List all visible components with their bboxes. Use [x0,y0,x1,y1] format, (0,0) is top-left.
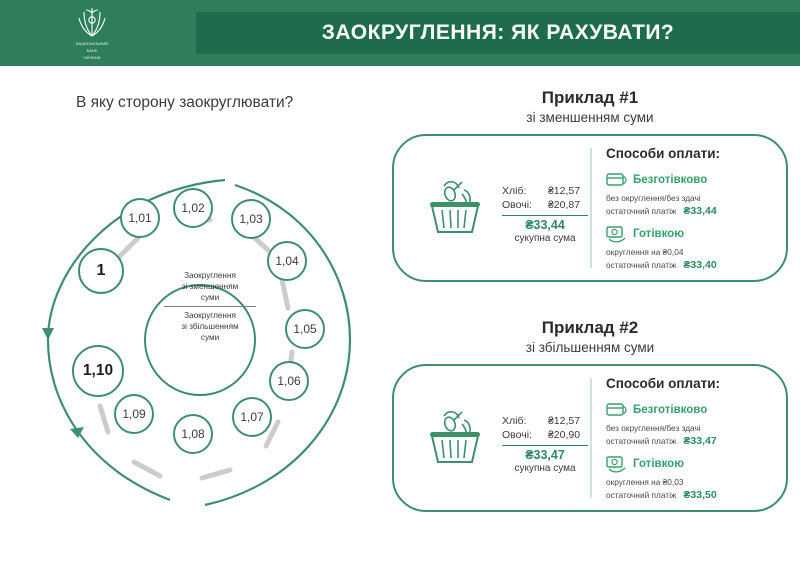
example-2-subtitle: зі збільшенням суми [525,340,655,355]
wheel-node-109[interactable]: 1,09 [114,394,154,434]
item-value: ₴12,57 [547,185,581,197]
wheel-node-103[interactable]: 1,03 [231,199,271,239]
method-final-value: ₴33,50 [683,489,717,502]
method-final-value: ₴33,40 [683,259,717,272]
example-2-total: ₴33,47 [502,445,588,462]
center-line-5: зі збільшенням [181,322,239,332]
center-line-2: зі зменшенням [181,282,239,292]
example-2-total-caption: сукупна сума [514,463,576,474]
example-1-pay-title: Способи оплати: [606,146,721,161]
wheel-node-110[interactable]: 1,10 [72,345,124,397]
page-title: ЗАОКРУГЛЕННЯ: ЯК РАХУВАТИ? [321,21,675,44]
nbu-logo [62,6,122,62]
item-label: Овочі: [502,199,532,211]
example-1-title: Приклад #1 [541,88,639,107]
logo-line-1: НАЦІОНАЛЬНИЙ [75,42,109,46]
example-2-method-cashless [606,400,782,448]
logo-line-3: УКРАЇНИ [83,56,101,61]
basket-icon [426,408,484,468]
example-1-method-cash [606,224,782,272]
example-2-title: Приклад #2 [541,318,639,337]
example-1-card [392,134,788,282]
page-header [0,0,800,66]
left-question: В яку сторону заокруглювати? [76,94,294,111]
wheel-node-102[interactable]: 1,02 [173,188,213,228]
method-note: округлення на ₴0,03 [606,477,684,487]
method-note: без округлення/без здачі [606,423,701,433]
example-2-pay-title: Способи оплати: [606,376,721,391]
item-label: Хліб: [502,185,527,197]
item-row [502,198,580,212]
method-note: без округлення/без здачі [606,193,701,203]
wheel-node-106[interactable]: 1,06 [269,361,309,401]
nbu-emblem-icon [73,6,111,40]
item-label: Хліб: [502,415,527,427]
method-final-label: остаточний платіж [606,206,677,217]
method-final-value: ₴33,44 [683,205,717,218]
method-name: Готівкою [633,458,685,470]
center-divider [164,306,256,307]
wheel-node-107[interactable]: 1,07 [232,397,272,437]
example-1-subtitle: зі зменшенням суми [526,110,654,125]
item-row [502,184,580,198]
example-1-method-cashless [606,170,782,218]
method-name: Безготівково [633,404,708,416]
wheel-center-text [150,270,270,343]
card-icon [606,170,628,190]
method-name: Безготівково [633,174,708,186]
card-icon [606,400,628,420]
item-value: ₴20,87 [547,199,581,211]
cash-icon [606,454,628,474]
center-line-1: Заокруглення [184,271,236,280]
method-final-label: остаточний платіж [606,490,677,501]
wheel-node-108[interactable]: 1,08 [173,414,213,454]
example-1-total-caption: сукупна сума [514,233,576,244]
item-value: ₴12,57 [547,415,581,427]
method-note: округлення на ₴0,04 [606,247,684,257]
example-2-method-cash [606,454,782,502]
basket-icon [426,178,484,238]
example-2-items [502,414,588,474]
center-line-4: Заокруглення [184,311,236,321]
wheel-node-105[interactable]: 1,05 [285,309,325,349]
header-title-bar [196,12,800,54]
item-row [502,428,580,442]
center-line-3: суми [200,293,220,303]
item-label: Овочі: [502,429,532,441]
method-final-label: остаточний платіж [606,436,677,447]
logo-line-2: БАНК [86,49,98,54]
method-final-value: ₴33,47 [683,435,717,448]
item-row [502,414,580,428]
example-1-items [502,184,588,244]
method-final-label: остаточний платіж [606,260,677,271]
wheel-node-101[interactable]: 1,01 [120,198,160,238]
method-name: Готівкою [633,228,685,240]
cash-icon [606,224,628,244]
card-2-divider [590,378,592,498]
card-1-divider [590,148,592,268]
example-2-card [392,364,788,512]
example-1-total: ₴33,44 [502,215,588,232]
wheel-node-1[interactable]: 1 [78,248,124,294]
item-value: ₴20,90 [547,429,581,441]
wheel-node-104[interactable]: 1,04 [267,241,307,281]
center-line-6: суми [200,333,220,343]
